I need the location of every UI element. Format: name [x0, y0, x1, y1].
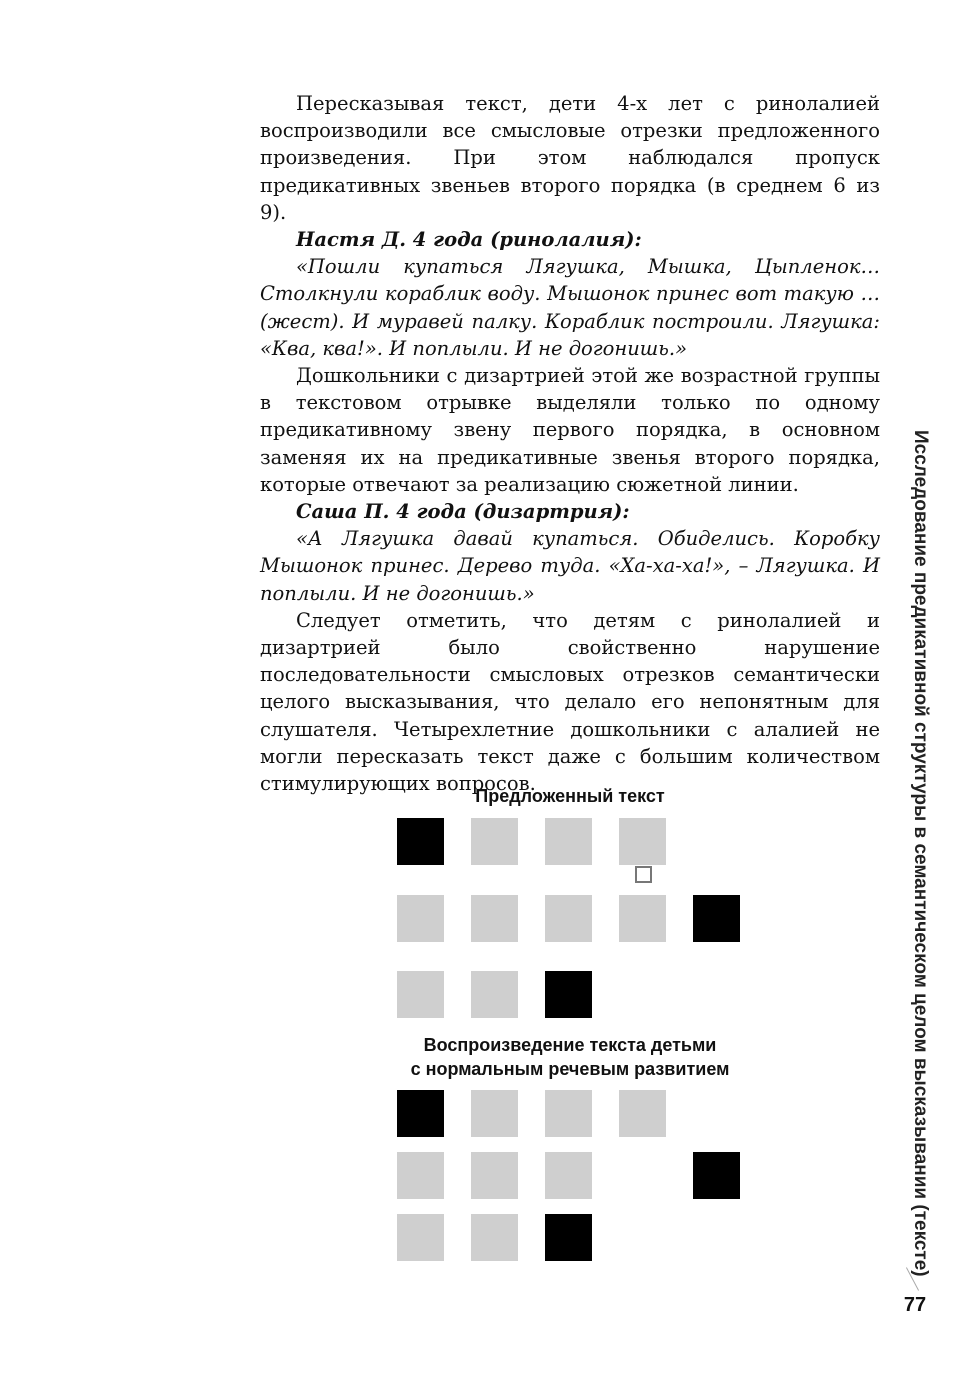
diagram-cell — [545, 971, 592, 1018]
paragraph-dysarthria-summary: Дошкольники с дизартрией этой же возрастной группы в текстовом отрывке выделяли только по одному предикативному звену первого порядка, в основном заменяя их на предикативные звенья второго порядка, которые отвечают за реализацию сюжетной линии. — [260, 364, 880, 496]
small-square-marker — [635, 866, 652, 883]
diagram-cell — [619, 1214, 666, 1261]
paragraph-conclusion: Следует отметить, что детям с ринолалией и дизартрией было свойственно нарушение последовательности смысловых отрезков семантически целого высказывания, что делало его непонятным для слушателя. Четырехлетние дошкольники с алалией не могли пересказать текст даже с большим количеством стимулирующих вопросов. — [260, 608, 880, 796]
diagram-cell — [471, 971, 518, 1018]
diagram-cell — [619, 1090, 666, 1137]
diagram-cell — [619, 818, 666, 865]
running-header-vertical — [897, 430, 933, 1275]
running-header-text: Исследование предикативной структуры в семантическом целом высказывании (тексте) — [910, 430, 931, 1277]
diagram-cell — [397, 818, 444, 865]
diagram-cell — [619, 971, 666, 1018]
diagram-row — [397, 1214, 743, 1261]
diagram-cell — [471, 1090, 518, 1137]
diagram-cell — [545, 1152, 592, 1199]
diagram-title-proposed: Предложенный текст — [475, 786, 665, 806]
diagram-row — [397, 1152, 743, 1199]
diagram-cell — [545, 1090, 592, 1137]
diagram-cell — [693, 895, 740, 942]
page-number: 77 — [903, 1294, 927, 1316]
paragraph-rhinolalia-summary: Пересказывая текст, дети 4-х лет с ринолалией воспроизводили все смысловые отрезки предложенного произведения. При этом наблюдался пропуск предикативных звеньев второго порядка (в среднем 6 из 9). — [260, 92, 880, 224]
example-name-sasha: Саша П. 4 года (дизартрия): — [296, 500, 630, 524]
diagram-cell — [693, 971, 740, 1018]
diagram-row — [397, 1090, 743, 1137]
diagram-cell — [471, 818, 518, 865]
diagram-cell — [693, 1090, 740, 1137]
diagram-cell — [693, 818, 740, 865]
diagram-cell — [619, 1152, 666, 1199]
diagram-cell — [545, 818, 592, 865]
quote-sasha: «А Лягушка давай купаться. Обиделись. Коробку Мышонок принес. Дерево туда. «Ха-ха-ха!», – Лягушка. И поплыли. И не догонишь.» — [260, 527, 880, 605]
example-name-nastya: Настя Д. 4 года (ринолалия): — [296, 228, 642, 252]
diagram-cell — [471, 1214, 518, 1261]
diagram-row — [397, 818, 743, 865]
diagram-cell — [397, 971, 444, 1018]
diagram-cell — [397, 895, 444, 942]
diagram-cell — [397, 1214, 444, 1261]
diagram-cell — [693, 1214, 740, 1261]
diagram-title-normal-development — [360, 1033, 780, 1081]
diagram-title-line-2: с нормальным речевым развитием — [410, 1059, 730, 1079]
diagram-cell — [471, 895, 518, 942]
diagram-cell — [619, 895, 666, 942]
diagram-title-line-1: Воспроизведение текста детьми — [423, 1035, 717, 1055]
diagram-cell — [693, 1152, 740, 1199]
diagram-cell — [397, 1152, 444, 1199]
diagram-cell — [471, 1152, 518, 1199]
diagram-cell — [397, 1090, 444, 1137]
diagram-cell — [545, 1214, 592, 1261]
body-text — [260, 90, 880, 797]
diagram-row — [397, 971, 743, 1018]
diagram-row — [397, 895, 743, 942]
quote-nastya: «Пошли купаться Лягушка, Мышка, Цыпленок… Столкнули кораблик воду. Мышонок принес вот такую … (жест). И муравей палку. Кораблик построили. Лягушка: «Ква, ква!». И поплыли. И не догонишь.» — [260, 255, 880, 360]
diagram-cell — [545, 895, 592, 942]
